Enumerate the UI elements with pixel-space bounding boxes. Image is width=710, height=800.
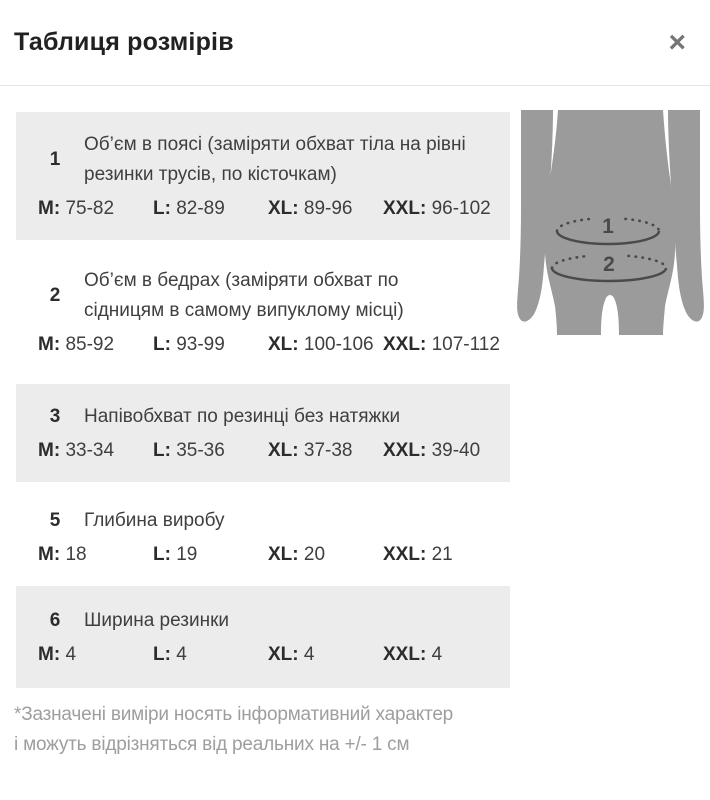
size-value: 107-112 <box>431 334 500 355</box>
measure-row-2 <box>16 240 510 384</box>
description-line: резинки трусів, по кісточкам) <box>84 164 337 185</box>
size-value: 4 <box>303 644 315 665</box>
size-col-l <box>153 198 268 220</box>
size-col-xxl <box>383 644 442 666</box>
description-line: Глибина виробу <box>84 510 225 531</box>
description-line: Ширина резинки <box>84 610 230 631</box>
size-col-xxl <box>383 544 453 566</box>
measure-number: 1 <box>49 149 61 170</box>
size-label: M: <box>38 544 61 565</box>
size-value: 100-106 <box>303 334 374 355</box>
size-label: L: <box>153 440 171 461</box>
size-value: 37-38 <box>303 440 353 461</box>
body-figure <box>513 110 708 335</box>
size-label: XXL: <box>383 544 427 565</box>
size-value: 96-102 <box>431 198 491 219</box>
size-value: 18 <box>65 544 87 565</box>
measurement-rows <box>16 112 510 688</box>
size-label: M: <box>38 198 61 219</box>
size-col-l <box>153 334 268 356</box>
size-col-xxl <box>383 334 500 356</box>
size-value: 35-36 <box>176 440 225 461</box>
close-icon: × <box>668 25 686 59</box>
description-line: Об’єм в поясі (заміряти обхват тіла на рівні <box>84 134 466 155</box>
description-line: сідницям в самому випуклому місці) <box>84 300 404 321</box>
footnote-line: і можуть відрізняться від реальних на +/- 1 см <box>14 734 410 755</box>
size-value: 4 <box>65 644 77 665</box>
size-label: L: <box>153 334 171 355</box>
size-col-xxl <box>383 440 480 462</box>
measure-number: 5 <box>49 510 61 531</box>
close-button[interactable] <box>662 24 692 62</box>
size-values-row <box>16 198 510 220</box>
size-value: 33-34 <box>65 440 115 461</box>
size-col-m <box>38 440 153 462</box>
measure-row-1 <box>16 112 510 240</box>
footnote-line: *Зазначені виміри носять інформативний характер <box>14 704 454 725</box>
description-line: Напівобхват по резинці без натяжки <box>84 406 401 427</box>
size-col-m <box>38 644 153 666</box>
size-values-row <box>16 644 510 666</box>
size-col-xl <box>268 198 383 220</box>
measure-number: 6 <box>49 610 61 631</box>
hip-line-label: 2 <box>603 253 615 276</box>
size-value: 82-89 <box>176 198 225 219</box>
size-col-m <box>38 334 153 356</box>
size-col-m <box>38 198 153 220</box>
size-col-l <box>153 440 268 462</box>
measure-description <box>84 606 229 636</box>
size-values-row <box>16 440 510 462</box>
size-col-l <box>153 644 268 666</box>
size-label: XXL: <box>383 198 427 219</box>
measure-number: 2 <box>49 285 61 306</box>
waist-line-label: 1 <box>602 215 614 238</box>
size-label: L: <box>153 198 171 219</box>
size-value: 21 <box>431 544 453 565</box>
size-value: 4 <box>431 644 443 665</box>
size-col-xxl <box>383 198 491 220</box>
size-col-xl <box>268 644 383 666</box>
size-col-m <box>38 544 153 566</box>
size-col-xl <box>268 334 383 356</box>
size-label: L: <box>153 544 171 565</box>
measure-row-3 <box>16 384 510 482</box>
size-value: 89-96 <box>303 198 353 219</box>
description-line: Об’єм в бедрах (заміряти обхват по <box>84 270 399 291</box>
size-label: M: <box>38 644 61 665</box>
measure-row-5 <box>16 482 510 586</box>
size-label: L: <box>153 644 171 665</box>
page-title: Таблиця розмірів <box>14 28 234 56</box>
size-col-l <box>153 544 268 566</box>
body-figure-svg <box>513 110 708 335</box>
size-label: M: <box>38 440 61 461</box>
size-label: XL: <box>268 198 299 219</box>
size-col-xl <box>268 440 383 462</box>
measure-description <box>84 506 225 536</box>
size-label: M: <box>38 334 61 355</box>
size-label: XL: <box>268 440 299 461</box>
size-label: XXL: <box>383 440 427 461</box>
size-col-xl <box>268 544 383 566</box>
size-value: 75-82 <box>65 198 115 219</box>
size-value: 20 <box>303 544 326 565</box>
size-values-row <box>16 544 510 566</box>
size-label: XXL: <box>383 334 427 355</box>
footnote <box>14 700 710 760</box>
measure-description <box>84 402 400 432</box>
measure-description <box>84 130 466 190</box>
size-label: XL: <box>268 544 299 565</box>
size-value: 85-92 <box>65 334 115 355</box>
size-value: 93-99 <box>176 334 225 355</box>
size-values-row <box>16 334 510 356</box>
measure-row-6 <box>16 586 510 688</box>
size-label: XL: <box>268 334 299 355</box>
size-label: XL: <box>268 644 299 665</box>
modal-header <box>0 0 710 86</box>
measure-description <box>84 266 404 326</box>
size-value: 39-40 <box>431 440 481 461</box>
size-label: XXL: <box>383 644 427 665</box>
size-value: 19 <box>176 544 198 565</box>
size-value: 4 <box>176 644 187 665</box>
measure-number: 3 <box>49 406 61 427</box>
